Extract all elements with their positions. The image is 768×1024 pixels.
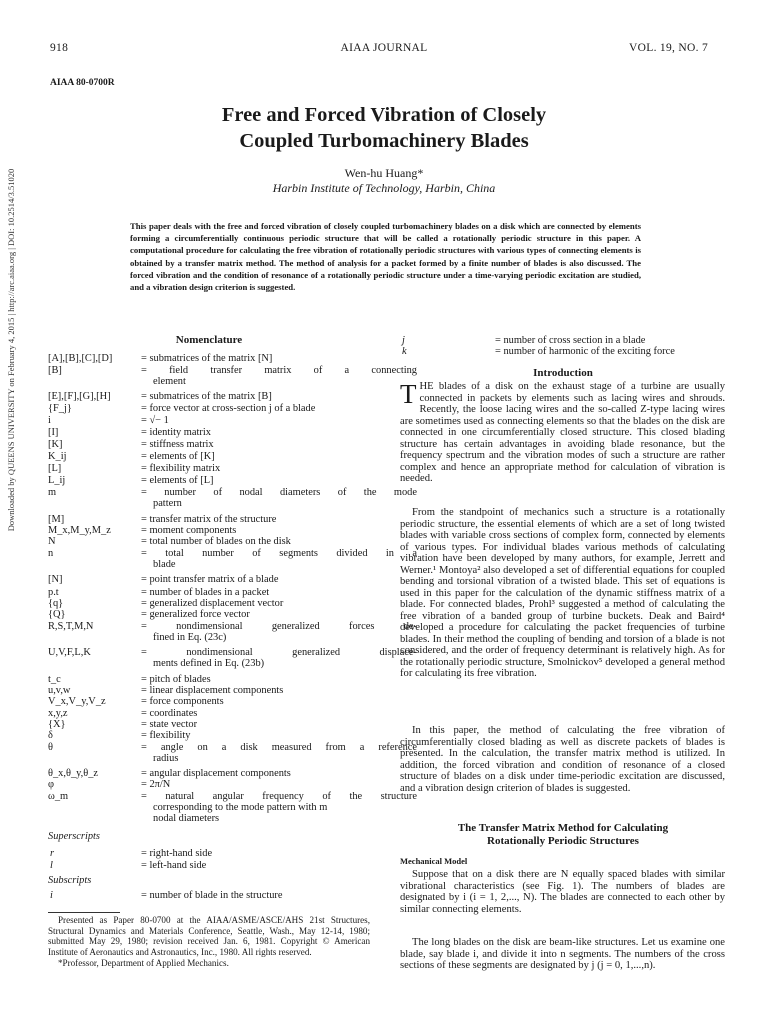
subsection-heading-mechanical-model: Mechanical Model [400, 856, 468, 866]
nomenclature-symbol: i [48, 415, 51, 426]
intro-paragraph-2: From the standpoint of mechanics such a structure is a rotationally periodic structure, the essential elements of which are a set of long twisted blades with variable cross sections of complex form, connected by elements of various types. For individual blades various methods of calculating vibration have been developed by many authors, for example, Jerrett and Werner.¹ Montoya² also developed a set of differential equations for coupled bending and torsional vibration of a twisted blade. This set of equations is used in this paper for the calculation of the dynamic stiffness matrix of a blade. For connected blades, Prohl³ suggested a method of calculating the free vibration of a banded group of turbine buckets. Deak and Baird⁴ developed a procedure for calculating the packet frequencies of turbine blades. In their method the coupling of bending and torsion of a blade is not considered, and the order of frequency determinant is relatively high. As for the rotationally periodic structure, Smolnickov⁵ developed a general method for calculating its free vibration. [400, 507, 725, 679]
nomenclature-definition: = generalized displacement vector [141, 598, 284, 609]
nomenclature-symbol: p.t [48, 587, 59, 598]
nomenclature-definition: = flexibility [141, 730, 191, 741]
nomenclature-definition-continued: nodal diameters [153, 813, 220, 824]
download-watermark: Downloaded by QUEENS UNIVERSITY on February 4, 2015 | http://arc.aiaa.org | DOI: 10.2514/3.51020 [6, 168, 16, 532]
nomenclature-definition-continued: fined in Eq. (23c) [153, 632, 227, 643]
paper-title [0, 102, 768, 154]
footnote-presented: Presented as Paper 80-0700 at the AIAA/ASME/ASCE/AHS 21st Structures, Structural Dynamics and Materials Conference, Seattle, Wash., May 12-14, 1980; submitted May 29, 1980; revision received Jan. 6, 1981. Copyright © American Institute of Aeronautics and Astronautics, Inc., 1980. All rights reserved. [48, 915, 370, 958]
nomenclature-symbol: V_x,V_y,V_z [48, 696, 106, 707]
nomenclature-definition: = nondimensional generalized forces de- [141, 621, 417, 632]
nomenclature-symbol: [A],[B],[C],[D] [48, 353, 113, 364]
nomenclature-definition-continued: corresponding to the mode pattern with m [153, 802, 328, 813]
nomenclature-definition: = natural angular frequency of the structure [141, 791, 417, 802]
nomenclature-definition: = stiffness matrix [141, 439, 214, 450]
nomenclature-symbol: {q} [48, 598, 64, 609]
superscript-symbol: l [50, 860, 53, 871]
nomenclature-definition: = submatrices of the matrix [B] [141, 391, 272, 402]
nomenclature-symbol: {Q} [48, 609, 66, 620]
nomenclature-symbol: φ [48, 779, 54, 790]
superscript-definition: = left-hand side [141, 860, 207, 871]
nomenclature-symbol: m [48, 487, 57, 498]
nomenclature-definition: = generalized force vector [141, 609, 250, 620]
mechanical-model-paragraph-1: Suppose that on a disk there are N equally spaced blades with similar vibrational characteristics (see Fig. 1). The numbers of blades are designated by i (i = 1, 2,..., N). The blades are connected to each other by similar connecting elements. [400, 869, 725, 915]
subscript-definition: = number of harmonic of the exciting force [495, 346, 675, 357]
abstract: This paper deals with the free and forced vibration of closely coupled turbomachinery blades on a disk which are connected by elements forming a circumferentially continuous periodic structure that will be called a rotationally periodic structure in this paper. A computational procedure for calculating the free vibration of rotationally periodic structures with various types of connecting elements is obtained by a transfer matrix method. The method of analysis for a packet formed by a finite number of blades is also discussed. The forced vibration and the condition of resonance of a rotationally periodic structure under a time-varying periodic excitation are studied, and a vibration design criterion is suggested. [130, 221, 641, 293]
footnotes [48, 915, 370, 969]
superscript-definition: = right-hand side [141, 848, 213, 859]
nomenclature-definition-continued: blade [153, 559, 176, 570]
nomenclature-symbol: [I] [48, 427, 59, 438]
nomenclature-symbol: [K] [48, 439, 63, 450]
nomenclature-symbol: M_x,M_y,M_z [48, 525, 111, 536]
footnote-professor: *Professor, Department of Applied Mechanics. [58, 957, 229, 968]
nomenclature-definition-continued: element [153, 376, 186, 387]
nomenclature-definition: = elements of [K] [141, 451, 215, 462]
title-line-2: Coupled Turbomachinery Blades [239, 130, 529, 152]
nomenclature-definition: = moment components [141, 525, 237, 536]
nomenclature-symbol: L_ij [48, 475, 66, 486]
superscript-symbol: r [50, 848, 55, 859]
nomenclature-definition: = number of blades in a packet [141, 587, 270, 598]
nomenclature-symbol: [B] [48, 365, 62, 376]
nomenclature-definition: = state vector [141, 719, 198, 730]
title-line-1: Free and Forced Vibration of Closely [221, 104, 547, 126]
nomenclature-symbol: N [48, 536, 56, 547]
subscripts-heading: Subscripts [48, 875, 92, 886]
nomenclature-definition: = linear displacement components [141, 685, 284, 696]
nomenclature-definition: = pitch of blades [141, 674, 211, 685]
nomenclature-definition: = force vector at cross-section j of a blade [141, 403, 316, 414]
nomenclature-symbol: ω_m [48, 791, 69, 802]
nomenclature-symbol: n [48, 548, 54, 559]
page-number: 918 [50, 42, 69, 54]
nomenclature-symbol: [M] [48, 514, 65, 525]
nomenclature-symbol: x,y,z [48, 708, 68, 719]
introduction-heading: Introduction [533, 367, 593, 379]
nomenclature-heading: Nomenclature [175, 334, 243, 346]
nomenclature-definition: = elements of [L] [141, 475, 214, 486]
subscript-symbol: j [402, 335, 405, 346]
nomenclature-symbol: u,v,w [48, 685, 71, 696]
volume-issue: VOL. 19, NO. 7 [629, 42, 708, 54]
nomenclature-definition: = coordinates [141, 708, 198, 719]
subscript-definition: = number of blade in the structure [141, 890, 283, 901]
superscripts-heading: Superscripts [48, 831, 100, 842]
nomenclature-symbol: θ [48, 742, 53, 753]
mechanical-model-paragraph-2: The long blades on the disk are beam-like structures. Let us examine one blade, say blade i, and divide it into n segments. The numbers of the cross sections of these segments are designated by j (j = 0, 1,...,n). [400, 937, 725, 971]
paper-id: AIAA 80-0700R [50, 78, 115, 88]
nomenclature-definition: = √− 1 [141, 415, 169, 426]
nomenclature-symbol: {F_j} [48, 403, 72, 414]
intro-paragraph-1: THE blades of a disk on the exhaust stage of a turbine are usually connected in packets by elements such as lacing wires and shrouds. Recently, the loose lacing wires and the so-called Z-type lacing wires are sometimes used as connecting elements so that the blades on the disk are connected in one circumferentially closed structure. This closed blading structure has certain advantages in avoiding blade resonance, but the frequency spectrum and the vibration modes of such a structure are rather complex and hence an appropriate method for calculation of vibration is needed. [400, 379, 725, 484]
intro-paragraph-3: In this paper, the method of calculating the free vibration of circumferentially closed blading as well as discrete packets of blades is presented. In the calculation, the transfer matrix method is utilized. In addition, the forced vibration and condition of resonance of a closed structure of blades on a disk under time-periodic excitation are discussed, and a vibration design criterion of blades is suggested. [400, 725, 725, 794]
nomenclature-definition-continued: radius [153, 753, 179, 764]
nomenclature-symbol: R,S,T,M,N [48, 621, 94, 632]
subscript-symbol: i [50, 890, 53, 901]
nomenclature-definition: = total number of blades on the disk [141, 536, 291, 547]
nomenclature-definition: = number of nodal diameters of the mode [141, 487, 417, 498]
nomenclature-definition: = angle on a disk measured from a reference [141, 742, 417, 753]
affiliation: Harbin Institute of Technology, Harbin, China [272, 181, 496, 195]
nomenclature-definition: = submatrices of the matrix [N] [141, 353, 273, 364]
nomenclature-definition: = identity matrix [141, 427, 211, 438]
journal-name: AIAA JOURNAL [340, 42, 428, 54]
nomenclature-definition: = field transfer matrix of a connecting [141, 365, 417, 376]
nomenclature-definition-continued: ments defined in Eq. (23b) [153, 658, 265, 669]
nomenclature-definition: = flexibility matrix [141, 463, 221, 474]
subscript-definition: = number of cross section in a blade [495, 335, 646, 346]
nomenclature-symbol: K_ij [48, 451, 67, 462]
nomenclature-definition: = transfer matrix of the structure [141, 514, 277, 525]
section-heading-transfer-matrix: The Transfer Matrix Method for Calculating Rotationally Periodic Structures [457, 822, 669, 847]
nomenclature-definition-continued: pattern [153, 498, 182, 509]
nomenclature-symbol: [E],[F],[G],[H] [48, 391, 111, 402]
nomenclature-symbol: U,V,F,L,K [48, 647, 91, 658]
subscript-symbol: k [402, 346, 407, 357]
nomenclature-definition: = total number of segments divided in a [141, 548, 417, 559]
nomenclature-symbol: θ_x,θ_y,θ_z [48, 768, 99, 779]
dropcap: T [400, 379, 417, 409]
nomenclature-definition: = 2π/N [141, 779, 171, 790]
author: Wen-hu Huang* [344, 166, 424, 180]
nomenclature-symbol: [N] [48, 574, 63, 585]
nomenclature-symbol: {X} [48, 719, 66, 730]
nomenclature-symbol: t_c [48, 674, 61, 685]
nomenclature-definition: = point transfer matrix of a blade [141, 574, 279, 585]
nomenclature-definition: = nondimensional generalized displace- [141, 647, 417, 658]
nomenclature-symbol: [L] [48, 463, 62, 474]
nomenclature-definition: = force components [141, 696, 224, 707]
nomenclature-symbol: δ [48, 730, 53, 741]
nomenclature-definition: = angular displacement components [141, 768, 291, 779]
footnote-rule [48, 912, 120, 913]
